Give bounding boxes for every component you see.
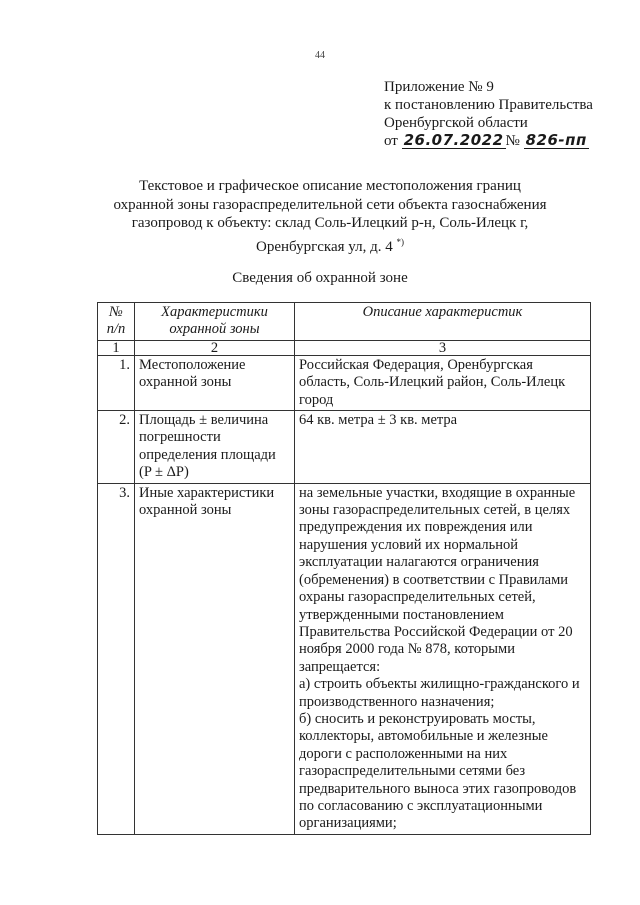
row-number: 3. [98, 483, 135, 834]
table-index-row [98, 340, 591, 355]
number-prefix: № [505, 133, 520, 149]
protection-zone-table [97, 302, 591, 835]
title-line-2: охранной зоны газораспределительной сети объекта газоснабжения [113, 196, 547, 213]
title-line-1: Текстовое и графическое описание местоположения границ [139, 178, 521, 194]
appendix-block [384, 78, 593, 150]
index-cell-2: 2 [135, 340, 295, 355]
appendix-decree-line: к постановлению Правительства [384, 97, 593, 113]
table-row [98, 355, 591, 410]
footnote-mark: *) [396, 236, 404, 247]
document-title [100, 177, 560, 256]
title-line-4 [100, 233, 560, 257]
row-characteristic: Местоположение охранной зоны [135, 355, 295, 410]
from-prefix: от [384, 133, 398, 149]
row-description: 64 кв. метра ± 3 кв. метра [295, 411, 591, 484]
index-cell-3: 3 [295, 340, 591, 355]
row-characteristic: Иные характеристики охранной зоны [135, 483, 295, 834]
row-description: на земельные участки, входящие в охранные зоны газораспределительных сетей, в целях предупреждения их повреждения или нарушения условий их нормальной эксплуатации налагаются ограничения (обременения) в соответствии с Правилами охраны газораспределительных сетей, утвержденными постановлением Правительства Российской Федерации от 20 ноября 2000 года № 878, которыми запрещается: а) строить объекты жилищно-гражданского и производственного назначения; б) сносить и реконструировать мосты, коллекторы, автомобильные и железные дороги с расположенными на них газораспределительными сетями без предварительного выноса этих газопроводов по согласованию с эксплуатационными организациями; [295, 483, 591, 834]
row-characteristic: Площадь ± величина погрешности определения площади (P ± ΔP) [135, 411, 295, 484]
appendix-region-line: Оренбургской области [384, 115, 528, 131]
index-cell-1: 1 [98, 340, 135, 355]
title-line-3: газопровод к объекту: склад Соль-Илецкий р-н, Соль-Илецк г, [131, 215, 529, 231]
title-address: Оренбургская ул, д. 4 [256, 238, 393, 255]
table-row [98, 483, 591, 834]
row-description: Российская Федерация, Оренбургская область, Соль-Илецкий район, Соль-Илецк город [295, 355, 591, 410]
page-number: 44 [315, 50, 325, 61]
table-header-row [98, 303, 591, 341]
appendix-title: Приложение № 9 [384, 79, 494, 95]
appendix-date-number [384, 132, 593, 150]
table-row [98, 411, 591, 484]
header-number: № п/п [98, 303, 135, 341]
row-number: 1. [98, 355, 135, 410]
section-heading: Сведения об охранной зоне [232, 270, 408, 286]
handwritten-date: 26.07.2022 [403, 131, 504, 149]
header-characteristic: Характеристики охранной зоны [135, 303, 295, 341]
handwritten-number: 826-пп [525, 131, 587, 149]
row-number: 2. [98, 411, 135, 484]
header-description: Описание характеристик [295, 303, 591, 341]
